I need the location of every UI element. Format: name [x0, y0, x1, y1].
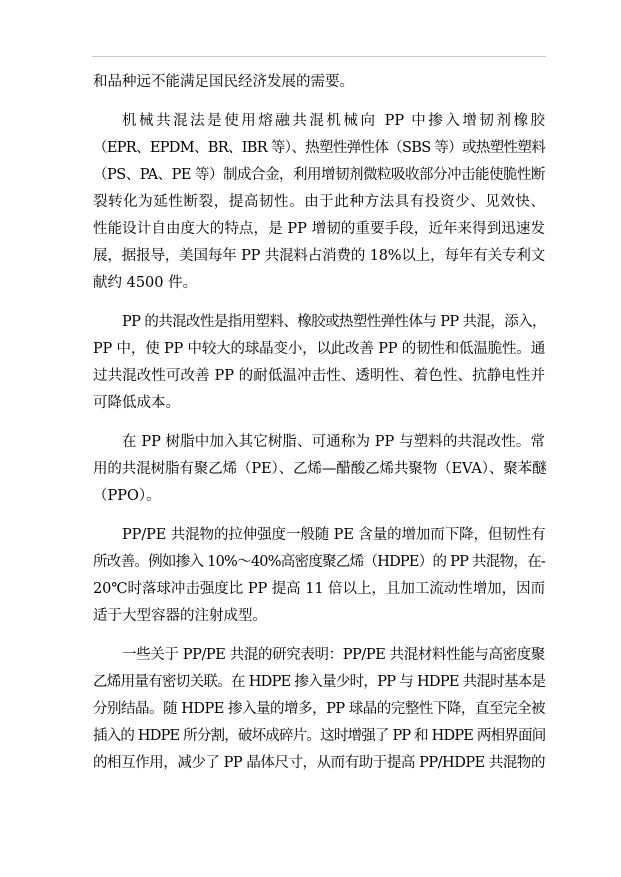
text-line: PP/PE 共混物的拉伸强度一般随 PE 含量的增加而下降，但韧性有	[122, 527, 546, 543]
text-line: 乙烯用量有密切关联。在 HDPE 掺入量少时，PP 与 HDPE 共混时基本是	[93, 674, 546, 690]
text-line: 过共混改性可改善 PP 的耐低温冲击性、透明性、着色性、抗静电性并	[93, 368, 545, 384]
text-line: 适于大型容器的注射成型。	[93, 608, 267, 624]
text-line: 用的共混树脂有聚乙烯（PE）、乙烯—醋酸乙烯共聚物（EVA）、聚苯醚	[93, 461, 547, 477]
text-line: （EPR、EPDM、BR、IBR 等）、热塑性弹性体（SBS 等）或热塑性塑料	[93, 140, 545, 156]
text-line: PP 的共混改性是指用塑料、橡胶或热塑性弹性体与 PP 共混，添入，	[122, 314, 546, 330]
text-line: 所改善。例如掺入 10%～40%高密度聚乙烯（HDPE）的 PP 共混物，在-	[93, 554, 545, 570]
text-line: 性能设计自由度大的特点，是 PP 增韧的重要手段，近年来得到迅速发	[93, 221, 545, 237]
text-line: 20℃时落球冲击强度比 PP 提高 11 倍以上，且加工流动性增加，因而	[93, 581, 545, 597]
text-line: PP 中，使 PP 中较大的球晶变小，以此改善 PP 的韧性和低温脆性。通	[93, 341, 545, 357]
text-line: 的相互作用，减少了 PP 晶体尺寸，从而有助于提高 PP/HDPE 共混物的	[93, 755, 545, 771]
text-line: 裂转化为延性断裂，提高韧性。由于此种方法具有投资少、见效快、	[93, 194, 545, 210]
text-line: （PS、PA、PE 等）制成合金，利用增韧剂微粒吸收部分冲击能使脆性断	[93, 167, 546, 183]
text-line: 一些关于 PP/PE 共混的研究表明：PP/PE 共混材料性能与高密度聚	[122, 647, 545, 663]
text-line: 可降低成本。	[93, 395, 180, 411]
text-line: （PPO）。	[93, 488, 161, 504]
text-line: 机械共混法是使用熔融共混机械向 PP 中掺入增韧剂橡胶	[122, 113, 545, 129]
text-line: 展，据报导，美国每年 PP 共混料占消费的 18%以上，每年有关专利文	[93, 248, 545, 264]
text-line: 插入的 HDPE 所分割，破坏成碎片。这时增强了 PP 和 HDPE 两相界面间	[93, 728, 546, 744]
text-line: 献约 4500 件。	[93, 275, 198, 291]
text-line: 在 PP 树脂中加入其它树脂、可通称为 PP 与塑料的共混改性。常	[122, 434, 545, 450]
header-rule	[92, 56, 546, 57]
text-line: 和品种远不能满足国民经济发展的需要。	[93, 74, 354, 90]
text-line: 分别结晶。随 HDPE 掺入量的增多，PP 球晶的完整性下降，直至完全被	[93, 701, 545, 717]
